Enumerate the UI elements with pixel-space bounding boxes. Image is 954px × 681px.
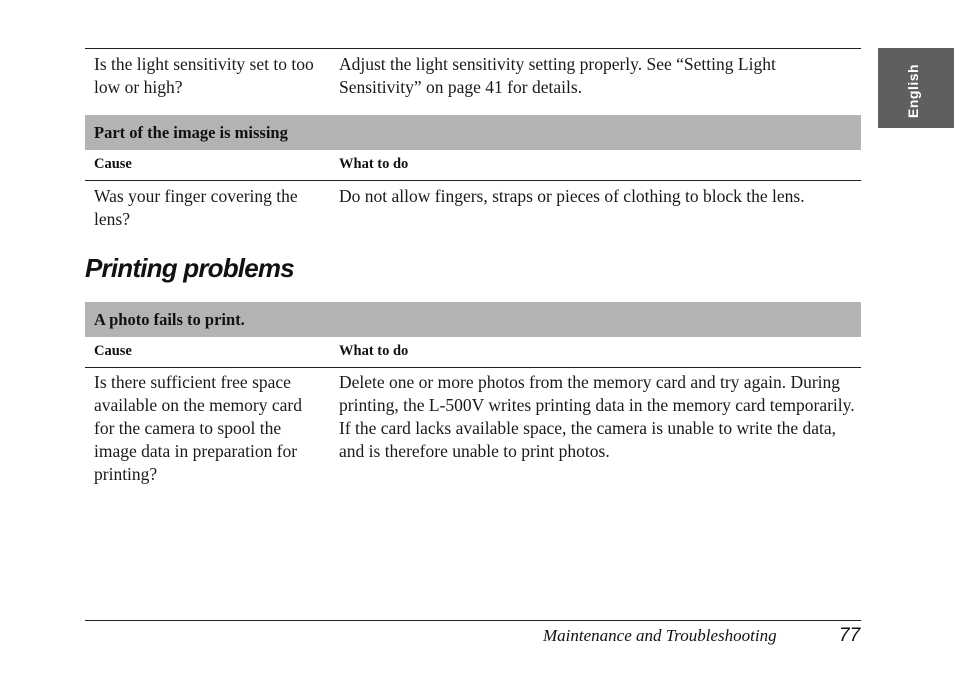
table-title-band	[85, 115, 861, 150]
column-header-what-to-do: What to do	[339, 156, 409, 172]
language-label: English	[905, 63, 921, 118]
footer-rule	[85, 620, 861, 621]
cause-cell: Is the light sensitivity set to too low or high?	[94, 54, 314, 97]
language-side-tab	[878, 48, 954, 128]
footer-section-title: Maintenance and Troubleshooting	[543, 626, 777, 645]
remedy-cell: Adjust the light sensitivity setting properly. See “Setting Light Sensitivity” on page 41 for details.	[339, 54, 776, 97]
cause-cell: Was your finger covering the lens?	[94, 186, 298, 229]
header-rule	[85, 180, 861, 181]
remedy-cell: Do not allow fingers, straps or pieces of clothing to block the lens.	[339, 186, 805, 206]
page-number: 77	[839, 625, 861, 646]
column-header-cause: Cause	[94, 156, 132, 172]
table-title: A photo fails to print.	[94, 310, 245, 329]
remedy-cell: Delete one or more photos from the memory card and try again. During printing, the L-500V writes printing data in the memory card temporarily. If the card lacks available space, the camera is unable to write the data, and is therefore unable to print photos.	[339, 372, 855, 461]
table-top-rule	[85, 48, 861, 49]
section-heading: Printing problems	[85, 253, 294, 283]
column-header-what-to-do: What to do	[339, 343, 409, 359]
table-title: Part of the image is missing	[94, 123, 288, 142]
table-title-band	[85, 302, 861, 337]
column-header-cause: Cause	[94, 343, 132, 359]
cause-cell: Is there sufficient free space available on the memory card for the camera to spool the image data in preparation for printing?	[94, 372, 302, 484]
header-rule	[85, 367, 861, 368]
